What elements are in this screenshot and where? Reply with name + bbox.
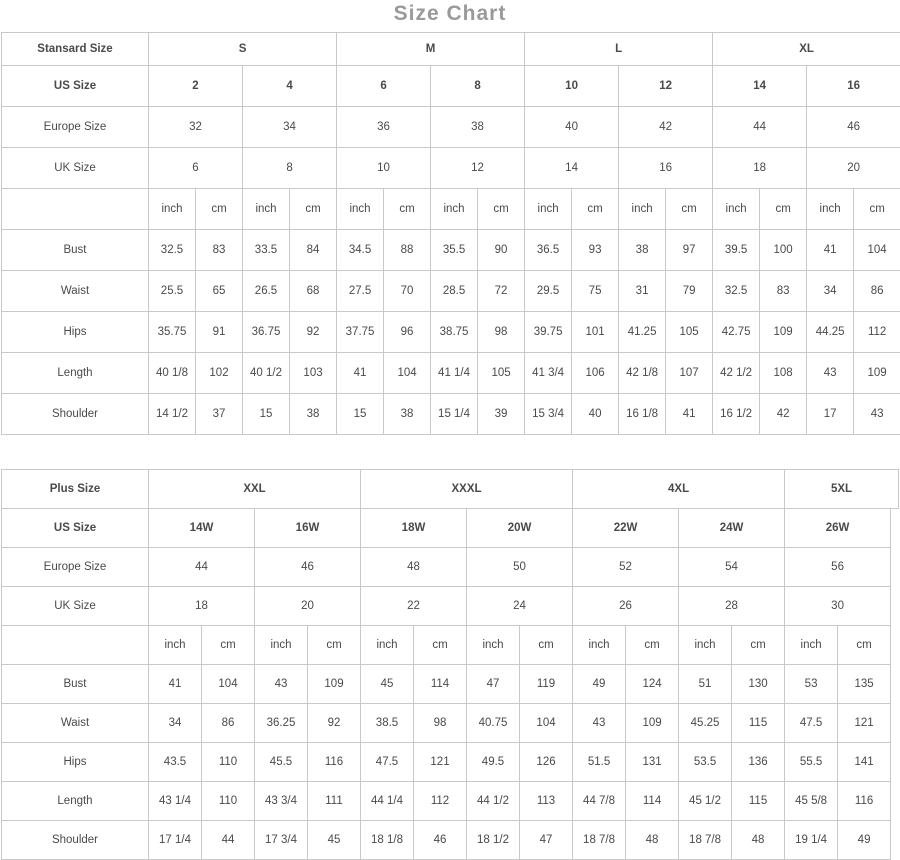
- table-cell: 114: [414, 665, 467, 704]
- table-cell: 44 7/8: [573, 782, 626, 821]
- table-cell: cm: [666, 189, 713, 230]
- table-cell: 86: [854, 271, 900, 312]
- table-row: [2, 470, 899, 509]
- table-cell: 44 1/4: [361, 782, 414, 821]
- table-cell: 40: [525, 107, 619, 148]
- table-cell: 52: [573, 548, 679, 587]
- table-cell: 15 3/4: [525, 394, 572, 435]
- table-cell: 41: [337, 353, 384, 394]
- row-label: Europe Size: [2, 548, 149, 587]
- table-cell: 65: [196, 271, 243, 312]
- table-cell: 36.75: [243, 312, 290, 353]
- table-cell: 91: [196, 312, 243, 353]
- table-cell: inch: [255, 626, 308, 665]
- table-cell: 93: [572, 230, 619, 271]
- table-cell: 70: [384, 271, 431, 312]
- table-cell: 101: [572, 312, 619, 353]
- table-cell: 38.75: [431, 312, 478, 353]
- row-label: Length: [2, 353, 149, 394]
- table-cell: 10: [525, 66, 619, 107]
- table-row: [2, 66, 900, 107]
- table-row: [2, 743, 899, 782]
- table-cell: 49.5: [467, 743, 520, 782]
- table-cell: inch: [619, 189, 666, 230]
- row-label: Europe Size: [2, 107, 149, 148]
- table-cell: 18 7/8: [679, 821, 732, 860]
- table-cell: 90: [478, 230, 525, 271]
- table-cell: 109: [626, 704, 679, 743]
- table-cell: 104: [520, 704, 573, 743]
- table-cell: 47: [467, 665, 520, 704]
- table-cell: 50: [467, 548, 573, 587]
- row-label: [2, 189, 149, 230]
- table-cell: 43: [854, 394, 900, 435]
- table-cell: 14: [525, 148, 619, 189]
- table-cell: 41: [666, 394, 713, 435]
- table-cell: 28.5: [431, 271, 478, 312]
- table-cell: 36.5: [525, 230, 572, 271]
- table-cell: cm: [308, 626, 361, 665]
- table-cell: 4: [243, 66, 337, 107]
- table-cell: 32.5: [149, 230, 196, 271]
- table-cell: 47.5: [361, 743, 414, 782]
- table-cell: 20: [807, 148, 900, 189]
- table-cell: 14W: [149, 509, 255, 548]
- table-cell: 16: [807, 66, 900, 107]
- table-cell: 116: [838, 782, 891, 821]
- table-cell: 72: [478, 271, 525, 312]
- table-cell: cm: [384, 189, 431, 230]
- table-cell: XL: [713, 33, 900, 66]
- table-cell: 97: [666, 230, 713, 271]
- table-cell: 84: [290, 230, 337, 271]
- table-cell: 105: [666, 312, 713, 353]
- table-cell: cm: [478, 189, 525, 230]
- table-cell: inch: [573, 626, 626, 665]
- table-cell: 126: [520, 743, 573, 782]
- table-cell: 18 1/2: [467, 821, 520, 860]
- table-row: [2, 230, 900, 271]
- table-cell: 5XL: [785, 470, 899, 509]
- table-cell: 43.5: [149, 743, 202, 782]
- table-cell: 32.5: [713, 271, 760, 312]
- table-cell: 44: [202, 821, 255, 860]
- table-cell: cm: [572, 189, 619, 230]
- table-cell: inch: [337, 189, 384, 230]
- row-label: Plus Size: [2, 470, 149, 509]
- table-cell: 20W: [467, 509, 573, 548]
- row-label: Bust: [2, 665, 149, 704]
- table-cell: 26: [573, 587, 679, 626]
- table-cell: 42 1/8: [619, 353, 666, 394]
- table-row: [2, 782, 899, 821]
- table-row: [2, 189, 900, 230]
- table-cell: 45: [361, 665, 414, 704]
- table-cell: cm: [760, 189, 807, 230]
- page-title: Size Chart: [0, 0, 900, 32]
- row-label: Waist: [2, 271, 149, 312]
- table-cell: 46: [414, 821, 467, 860]
- table-cell: 104: [202, 665, 255, 704]
- row-label: Length: [2, 782, 149, 821]
- table-cell: 16W: [255, 509, 361, 548]
- table-cell: 14: [713, 66, 807, 107]
- table-cell: 45.25: [679, 704, 732, 743]
- row-label: US Size: [2, 66, 149, 107]
- row-label: US Size: [2, 509, 149, 548]
- table-cell: 107: [666, 353, 713, 394]
- table-cell: 39: [478, 394, 525, 435]
- table-cell: 17 1/4: [149, 821, 202, 860]
- table-cell: XXL: [149, 470, 361, 509]
- table-cell: XXXL: [361, 470, 573, 509]
- table-cell: 109: [308, 665, 361, 704]
- table-cell: 16 1/2: [713, 394, 760, 435]
- table-cell: 110: [202, 782, 255, 821]
- table-row: [2, 821, 899, 860]
- table-cell: 43: [807, 353, 854, 394]
- table-cell: cm: [290, 189, 337, 230]
- table-cell: 116: [308, 743, 361, 782]
- table-cell: inch: [467, 626, 520, 665]
- table-cell: 46: [807, 107, 900, 148]
- table-cell: 113: [520, 782, 573, 821]
- table-cell: 6: [149, 148, 243, 189]
- table-cell: inch: [679, 626, 732, 665]
- plus-size-table: [1, 469, 899, 860]
- table-cell: 111: [308, 782, 361, 821]
- table-cell: 15: [337, 394, 384, 435]
- table-cell: 119: [520, 665, 573, 704]
- table-cell: 22W: [573, 509, 679, 548]
- table-cell: 115: [732, 704, 785, 743]
- table-cell: 42: [619, 107, 713, 148]
- table-cell: L: [525, 33, 713, 66]
- table-cell: 17: [807, 394, 854, 435]
- table-cell: 49: [573, 665, 626, 704]
- row-label: Stansard Size: [2, 33, 149, 66]
- table-cell: 141: [838, 743, 891, 782]
- table-cell: 20: [255, 587, 361, 626]
- table-row: [2, 107, 900, 148]
- standard-size-table-body: [2, 33, 900, 435]
- table-cell: 43 1/4: [149, 782, 202, 821]
- table-cell: 15 1/4: [431, 394, 478, 435]
- row-label: UK Size: [2, 587, 149, 626]
- table-cell: 44: [713, 107, 807, 148]
- table-cell: 44: [149, 548, 255, 587]
- table-cell: 24: [467, 587, 573, 626]
- table-cell: 18W: [361, 509, 467, 548]
- table-cell: inch: [361, 626, 414, 665]
- table-cell: 16 1/8: [619, 394, 666, 435]
- table-cell: 41 1/4: [431, 353, 478, 394]
- table-cell: 40.75: [467, 704, 520, 743]
- table-cell: 36.25: [255, 704, 308, 743]
- table-cell: 36: [337, 107, 431, 148]
- table-cell: 34: [149, 704, 202, 743]
- table-cell: 41: [149, 665, 202, 704]
- table-cell: 41 3/4: [525, 353, 572, 394]
- table-cell: 135: [838, 665, 891, 704]
- table-cell: 26W: [785, 509, 891, 548]
- table-cell: 25.5: [149, 271, 196, 312]
- table-cell: 79: [666, 271, 713, 312]
- table-cell: 35.75: [149, 312, 196, 353]
- table-cell: 34.5: [337, 230, 384, 271]
- table-cell: 39.75: [525, 312, 572, 353]
- table-cell: inch: [149, 189, 196, 230]
- row-label: Waist: [2, 704, 149, 743]
- table-cell: 41.25: [619, 312, 666, 353]
- table-cell: 109: [760, 312, 807, 353]
- table-cell: inch: [785, 626, 838, 665]
- table-cell: 35.5: [431, 230, 478, 271]
- table-cell: 42 1/2: [713, 353, 760, 394]
- table-cell: 54: [679, 548, 785, 587]
- table-cell: 40: [572, 394, 619, 435]
- table-cell: 103: [290, 353, 337, 394]
- table-cell: 18 1/8: [361, 821, 414, 860]
- table-cell: 105: [478, 353, 525, 394]
- table-cell: 47.5: [785, 704, 838, 743]
- table-cell: 38: [619, 230, 666, 271]
- row-label: Bust: [2, 230, 149, 271]
- table-row: [2, 704, 899, 743]
- table-cell: 34: [807, 271, 854, 312]
- table-cell: 44 1/2: [467, 782, 520, 821]
- table-cell: 114: [626, 782, 679, 821]
- table-cell: 98: [478, 312, 525, 353]
- table-cell: inch: [807, 189, 854, 230]
- table-cell: 6: [337, 66, 431, 107]
- table-cell: 39.5: [713, 230, 760, 271]
- table-cell: 108: [760, 353, 807, 394]
- table-cell: 56: [785, 548, 891, 587]
- table-cell: 51.5: [573, 743, 626, 782]
- table-cell: 53.5: [679, 743, 732, 782]
- table-row: [2, 271, 900, 312]
- table-cell: 34: [243, 107, 337, 148]
- table-cell: 45.5: [255, 743, 308, 782]
- table-cell: 104: [854, 230, 900, 271]
- table-cell: 98: [414, 704, 467, 743]
- table-cell: 109: [854, 353, 900, 394]
- table-cell: 26.5: [243, 271, 290, 312]
- table-cell: cm: [196, 189, 243, 230]
- table-cell: 12: [619, 66, 713, 107]
- table-cell: cm: [626, 626, 679, 665]
- table-cell: 55.5: [785, 743, 838, 782]
- table-row: [2, 33, 900, 66]
- table-cell: 86: [202, 704, 255, 743]
- table-cell: 46: [255, 548, 361, 587]
- table-cell: 32: [149, 107, 243, 148]
- table-cell: 92: [290, 312, 337, 353]
- table-cell: 48: [626, 821, 679, 860]
- standard-size-table: [1, 32, 900, 435]
- table-cell: 136: [732, 743, 785, 782]
- table-cell: 42.75: [713, 312, 760, 353]
- table-cell: 38: [384, 394, 431, 435]
- table-cell: cm: [854, 189, 900, 230]
- table-cell: 30: [785, 587, 891, 626]
- table-cell: 45 1/2: [679, 782, 732, 821]
- row-label: [2, 626, 149, 665]
- table-row: [2, 394, 900, 435]
- table-cell: 110: [202, 743, 255, 782]
- table-cell: 37: [196, 394, 243, 435]
- table-cell: 18: [713, 148, 807, 189]
- table-cell: 92: [308, 704, 361, 743]
- table-cell: cm: [202, 626, 255, 665]
- table-cell: 45 5/8: [785, 782, 838, 821]
- table-cell: 96: [384, 312, 431, 353]
- row-label: Shoulder: [2, 394, 149, 435]
- table-cell: 45: [308, 821, 361, 860]
- table-cell: 48: [361, 548, 467, 587]
- table-cell: 124: [626, 665, 679, 704]
- table-cell: 121: [414, 743, 467, 782]
- table-cell: 33.5: [243, 230, 290, 271]
- table-cell: 27.5: [337, 271, 384, 312]
- table-cell: 40 1/8: [149, 353, 196, 394]
- table-cell: 106: [572, 353, 619, 394]
- table-row: [2, 665, 899, 704]
- table-cell: cm: [838, 626, 891, 665]
- table-cell: 68: [290, 271, 337, 312]
- table-cell: cm: [732, 626, 785, 665]
- table-cell: inch: [525, 189, 572, 230]
- table-cell: 10: [337, 148, 431, 189]
- table-cell: 44.25: [807, 312, 854, 353]
- table-cell: 16: [619, 148, 713, 189]
- table-cell: 112: [854, 312, 900, 353]
- table-cell: 12: [431, 148, 525, 189]
- table-cell: cm: [414, 626, 467, 665]
- table-cell: 28: [679, 587, 785, 626]
- row-label: UK Size: [2, 148, 149, 189]
- table-cell: inch: [149, 626, 202, 665]
- table-cell: 41: [807, 230, 854, 271]
- table-cell: 49: [838, 821, 891, 860]
- table-cell: 75: [572, 271, 619, 312]
- table-cell: 15: [243, 394, 290, 435]
- table-cell: 43: [573, 704, 626, 743]
- table-cell: 43 3/4: [255, 782, 308, 821]
- table-cell: 19 1/4: [785, 821, 838, 860]
- table-cell: 24W: [679, 509, 785, 548]
- table-cell: inch: [243, 189, 290, 230]
- table-cell: 43: [255, 665, 308, 704]
- table-row: [2, 509, 899, 548]
- table-cell: 130: [732, 665, 785, 704]
- table-cell: 131: [626, 743, 679, 782]
- table-cell: 115: [732, 782, 785, 821]
- table-cell: S: [149, 33, 337, 66]
- table-cell: 51: [679, 665, 732, 704]
- table-cell: inch: [431, 189, 478, 230]
- table-cell: 14 1/2: [149, 394, 196, 435]
- table-cell: 8: [431, 66, 525, 107]
- table-cell: 53: [785, 665, 838, 704]
- table-cell: inch: [713, 189, 760, 230]
- table-cell: 42: [760, 394, 807, 435]
- table-row: [2, 353, 900, 394]
- table-row: [2, 312, 900, 353]
- table-spacer: [0, 435, 900, 469]
- table-cell: 18 7/8: [573, 821, 626, 860]
- table-cell: 37.75: [337, 312, 384, 353]
- table-cell: 38.5: [361, 704, 414, 743]
- table-cell: 38: [431, 107, 525, 148]
- table-cell: 100: [760, 230, 807, 271]
- table-cell: 121: [838, 704, 891, 743]
- table-cell: 29.5: [525, 271, 572, 312]
- table-cell: 40 1/2: [243, 353, 290, 394]
- table-row: [2, 587, 899, 626]
- table-cell: 88: [384, 230, 431, 271]
- table-cell: cm: [520, 626, 573, 665]
- table-cell: 2: [149, 66, 243, 107]
- table-cell: 17 3/4: [255, 821, 308, 860]
- table-cell: M: [337, 33, 525, 66]
- table-row: [2, 148, 900, 189]
- table-cell: 31: [619, 271, 666, 312]
- row-label: Hips: [2, 743, 149, 782]
- table-cell: 38: [290, 394, 337, 435]
- table-cell: 102: [196, 353, 243, 394]
- plus-size-table-body: [2, 470, 899, 860]
- table-cell: 48: [732, 821, 785, 860]
- table-cell: 18: [149, 587, 255, 626]
- table-cell: 4XL: [573, 470, 785, 509]
- table-cell: 47: [520, 821, 573, 860]
- row-label: Shoulder: [2, 821, 149, 860]
- table-row: [2, 548, 899, 587]
- table-cell: 83: [760, 271, 807, 312]
- table-row: [2, 626, 899, 665]
- table-cell: 104: [384, 353, 431, 394]
- table-cell: 22: [361, 587, 467, 626]
- row-label: Hips: [2, 312, 149, 353]
- table-cell: 112: [414, 782, 467, 821]
- table-cell: 83: [196, 230, 243, 271]
- table-cell: 8: [243, 148, 337, 189]
